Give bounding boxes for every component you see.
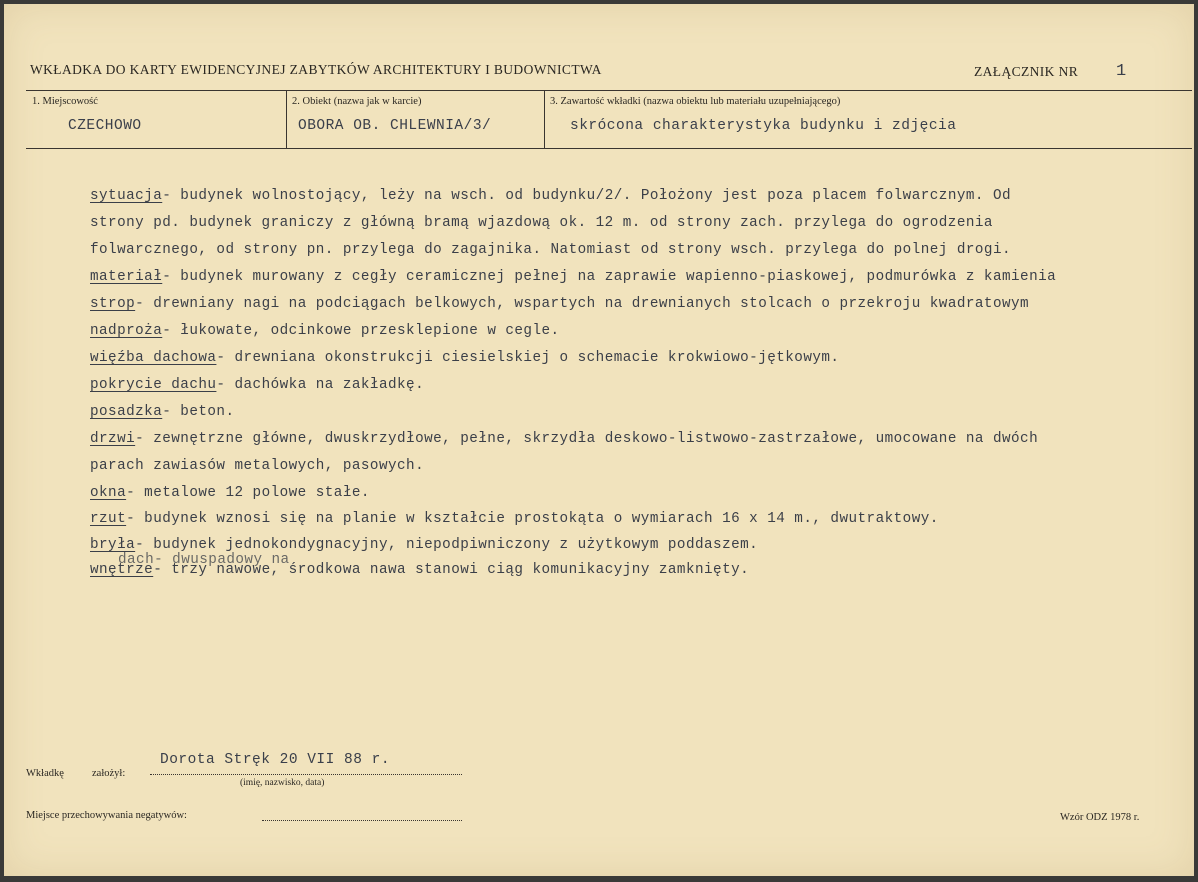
annex-number: 1 bbox=[1116, 62, 1127, 81]
body-key: materiał bbox=[90, 269, 163, 285]
founded-hint: (imię, nazwisko, data) bbox=[240, 778, 325, 788]
body-line bbox=[90, 511, 939, 527]
body-text: folwarcznego, od strony pn. przylega do zagajnika. Natomiast od strony wsch. przylega do polnej drogi. bbox=[90, 242, 1012, 258]
body-line bbox=[90, 377, 424, 393]
annex-label: ZAŁĄCZNIK NR bbox=[974, 64, 1079, 79]
body-text: - metalowe 12 polowe stałe. bbox=[126, 485, 370, 501]
body-text: strony pd. budynek graniczy z główną bramą wjazdową ok. 12 m. od strony zach. przylega do ogrodzenia bbox=[90, 215, 993, 231]
founded-line bbox=[150, 774, 462, 775]
column-divider-1 bbox=[286, 90, 287, 148]
card-title: WKŁADKA DO KARTY EWIDENCYJNEJ ZABYTKÓW ARCHITEKTURY I BUDOWNICTWA bbox=[30, 62, 602, 77]
founded-value: Dorota Stręk 20 VII 88 r. bbox=[160, 752, 391, 768]
body-key: sytuacja bbox=[90, 188, 163, 204]
body-key: nadproża bbox=[90, 323, 163, 339]
form-id: Wzór ODZ 1978 r. bbox=[1060, 812, 1140, 823]
body-text: - budynek jednokondygnacyjny, niepodpiwniczony z użytkowym poddaszem. bbox=[135, 537, 759, 553]
body-key: więźba dachowa bbox=[90, 350, 217, 366]
insert-label: Wkładkę bbox=[26, 768, 64, 779]
body-text: - drewniany nagi na podciągach belkowych, wspartych na drewnianych stolcach o przekroju kwadratowym bbox=[135, 296, 1030, 312]
body-line bbox=[90, 537, 758, 553]
object-value: OBORA OB. CHLEWNIA/3/ bbox=[298, 118, 492, 134]
content-value: skrócona charakterystyka budynku i zdjęcia bbox=[570, 118, 957, 134]
body-text: - dachówka na zakładkę. bbox=[216, 377, 425, 393]
body-key: bryła bbox=[90, 537, 136, 553]
body-line bbox=[90, 404, 235, 420]
body-line bbox=[90, 485, 370, 501]
body-key: strop bbox=[90, 296, 136, 312]
negatives-label: Miejsce przechowywania negatywów: bbox=[26, 810, 187, 821]
body-line bbox=[90, 188, 1011, 204]
locality-label: 1. Miejscowość bbox=[32, 96, 98, 107]
body-key: okna bbox=[90, 485, 127, 501]
body-text: - łukowate, odcinkowe przesklepione w cegle. bbox=[162, 323, 560, 339]
founded-label: założył: bbox=[92, 768, 126, 779]
body-key: wnętrze bbox=[90, 562, 154, 578]
body-line bbox=[90, 458, 424, 474]
body-line bbox=[90, 215, 993, 231]
body-key: rzut bbox=[90, 511, 127, 527]
body-text: parach zawiasów metalowych, pasowych. bbox=[90, 458, 425, 474]
body-key: posadzka bbox=[90, 404, 163, 420]
object-label: 2. Obiekt (nazwa jak w karcie) bbox=[292, 96, 422, 107]
body-key: pokrycie dachu bbox=[90, 377, 217, 393]
overtyped-text: dach- dwuspadowy na bbox=[118, 552, 290, 568]
header-rule-bottom bbox=[26, 148, 1192, 149]
body-text: - zewnętrzne główne, dwuskrzydłowe, pełne, skrzydła deskowo-listwowo-zastrzałowe, umocowane na dwóch bbox=[135, 431, 1039, 447]
body-text: - budynek wolnostojący, leży na wsch. od budynku/2/. Położony jest poza placem folwarcznym. Od bbox=[162, 188, 1012, 204]
body-line bbox=[90, 242, 1011, 258]
body-text: - budynek murowany z cegły ceramicznej pełnej na zaprawie wapienno-piaskowej, podmurówka z kamienia bbox=[162, 269, 1057, 285]
column-divider-2 bbox=[544, 90, 545, 148]
body-line bbox=[90, 323, 560, 339]
locality-value: CZECHOWO bbox=[68, 118, 142, 134]
body-text: - beton. bbox=[162, 404, 235, 420]
body-key: drzwi bbox=[90, 431, 136, 447]
body-text: - budynek wznosi się na planie w kształcie prostokąta o wymiarach 16 x 14 m., dwutraktowy. bbox=[126, 511, 939, 527]
content-label: 3. Zawartość wkładki (nazwa obiektu lub materiału uzupełniającego) bbox=[550, 96, 841, 107]
body-line bbox=[90, 350, 839, 366]
body-line bbox=[90, 269, 1056, 285]
record-card bbox=[4, 4, 1194, 876]
body-line bbox=[90, 296, 1029, 312]
body-line bbox=[90, 431, 1038, 447]
body-text: - trzy nawowe, środkowa nawa stanowi ciąg komunikacyjny zamknięty. bbox=[153, 562, 750, 578]
body-text: - drewniana okonstrukcji ciesielskiej o schemacie krokwiowo-jętkowym. bbox=[216, 350, 840, 366]
negatives-line bbox=[262, 820, 462, 821]
header-rule-top bbox=[26, 90, 1192, 91]
